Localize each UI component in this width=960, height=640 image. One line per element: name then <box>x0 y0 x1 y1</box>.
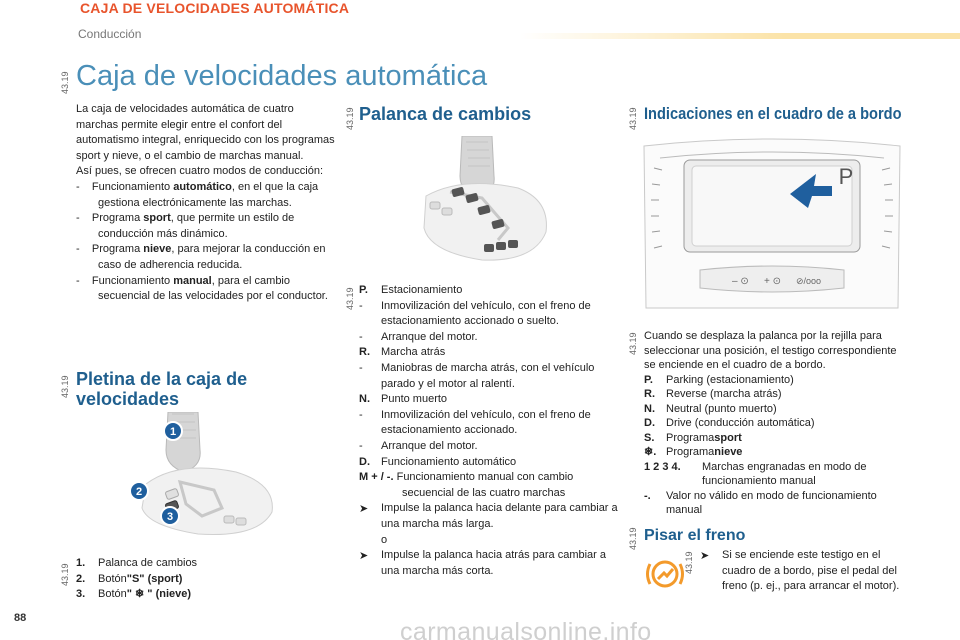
section-code: 43.19 <box>628 332 638 355</box>
palanca-line: R. Marcha atrás <box>359 346 446 359</box>
cuadro-heading: Indicaciones en el cuadro de a bordo <box>644 104 902 123</box>
cuadro-text <box>644 329 908 518</box>
svg-text:⊘/ooo: ⊘/ooo <box>796 276 822 286</box>
header-title: CAJA DE VELOCIDADES AUTOMÁTICA <box>80 0 350 16</box>
svg-text:+ ⊙: + ⊙ <box>764 276 781 287</box>
palanca-bullet: ➤ Impulse la palanca hacia delante para cambiar a una marcha más larga. <box>359 502 618 530</box>
palanca-or: o <box>381 533 388 546</box>
intro-item-manual: - Funcionamiento manual, para el cambio secuencial de las velocidades por el conductor. <box>76 274 328 303</box>
intro-item-sport: - Programa sport, que permite un estilo de conducción más dinámico. <box>76 212 295 240</box>
section-code: 43.19 <box>628 527 638 550</box>
pletina-heading: Pletina de la caja de velocidades <box>76 369 248 409</box>
cuadro-gears-line: 1 2 3 4. Marchas engranadas en modo de funcionamiento manual <box>644 460 867 487</box>
brake-warning-icon <box>644 556 686 592</box>
palanca-text <box>359 283 621 579</box>
watermark: carmanualsonline.info <box>400 618 652 640</box>
section-code: 43.19 <box>60 71 70 94</box>
page-number: 88 <box>14 612 27 624</box>
freno-text <box>700 548 904 595</box>
instrument-cluster-figure <box>640 138 904 314</box>
cluster-display-letter: P <box>838 164 854 189</box>
palanca-line: - Maniobras de marcha atrás, con el vehículo parado y el motor al ralentí. <box>359 361 595 390</box>
intro-paragraph-1: La caja de velocidades automática de cuatro marchas permite elegir entre el confort del automatismo integral, enriquecido con los programas sport y nieve, o el cambio de marchas manual. <box>76 103 335 162</box>
section-code: 43.19 <box>345 287 355 310</box>
intro-paragraph-2: Así pues, se ofrecen cuatro modos de conducción: <box>76 165 324 178</box>
palanca-line: - Inmovilización del vehículo, con el freno de estacionamiento accionado. <box>359 408 591 437</box>
palanca-line: - Arranque del motor. <box>359 330 478 343</box>
cuadro-dash-line: -. Valor no válido en modo de funcionamiento manual <box>644 489 877 516</box>
section-code: 43.19 <box>684 551 694 574</box>
intro-item-nieve: - Programa nieve, para mejorar la conducción en caso de adherencia reducida. <box>76 243 326 271</box>
palanca-line: - Arranque del motor. <box>359 439 478 452</box>
palanca-heading: Palanca de cambios <box>359 104 532 124</box>
svg-text:3: 3 <box>166 511 174 523</box>
cuadro-line: R. Reverse (marcha atrás) <box>644 388 782 400</box>
section-code: 43.19 <box>345 107 355 130</box>
cuadro-line: N. Neutral (punto muerto) <box>644 402 777 415</box>
svg-text:– ⊙: – ⊙ <box>732 276 749 287</box>
palanca-line: P. Estacionamiento <box>359 284 463 296</box>
cuadro-line: D. Drive (conducción automática) <box>644 417 815 429</box>
manual-mode-line-2: secuencial de las cuatro marchas <box>402 486 566 499</box>
palanca-bullet: ➤ Impulse la palanca hacia atrás para cambiar a una marcha más corta. <box>359 549 607 577</box>
cuadro-line: P. Parking (estacionamiento) <box>644 373 794 386</box>
section-code: 43.19 <box>60 563 70 586</box>
intro-item-automatico: - Funcionamiento automático, en el que la caja gestiona electrónicamente las marchas. <box>76 180 319 209</box>
cuadro-intro: Cuando se desplaza la palanca por la rejilla para seleccionar una posición, el testigo correspondiente se enciende en el cuadro de a bordo. <box>644 330 897 371</box>
page-title: Caja de velocidades automática <box>76 60 488 92</box>
legend-item-3: 3. Botón " ❄ " (nieve) <box>76 588 192 601</box>
palanca-line: N. Punto muerto <box>359 393 448 406</box>
freno-heading: Pisar el freno <box>644 527 746 544</box>
legend-item-2: 2. Botón "S" (sport) <box>76 572 183 585</box>
gear-selector-figure <box>126 412 282 542</box>
pletina-legend <box>76 556 338 603</box>
header-decoration-bar <box>520 33 960 39</box>
cuadro-line: S. Programa sport <box>644 431 742 444</box>
intro-text <box>76 102 338 305</box>
freno-bullet: ➤ Si se enciende este testigo en el cuadro de a bordo, pise el pedal del freno (p. ej., para arrancar el motor). <box>700 549 900 593</box>
svg-text:2: 2 <box>135 486 143 498</box>
palanca-line: - Inmovilización del vehículo, con el freno de estacionamiento accionado o suelto. <box>359 299 591 328</box>
manual-mode-line: M + / -. Funcionamiento manual con cambio <box>359 471 574 484</box>
svg-text:1: 1 <box>169 426 177 438</box>
cuadro-line: ❄. Programa nieve <box>644 446 743 458</box>
section-code: 43.19 <box>60 375 70 398</box>
section-code: 43.19 <box>628 107 638 130</box>
header-subtitle: Conducción <box>78 27 142 41</box>
gear-lever-figure <box>422 136 552 276</box>
palanca-line: D. Funcionamiento automático <box>359 455 517 468</box>
legend-item-1: 1. Palanca de cambios <box>76 557 198 569</box>
